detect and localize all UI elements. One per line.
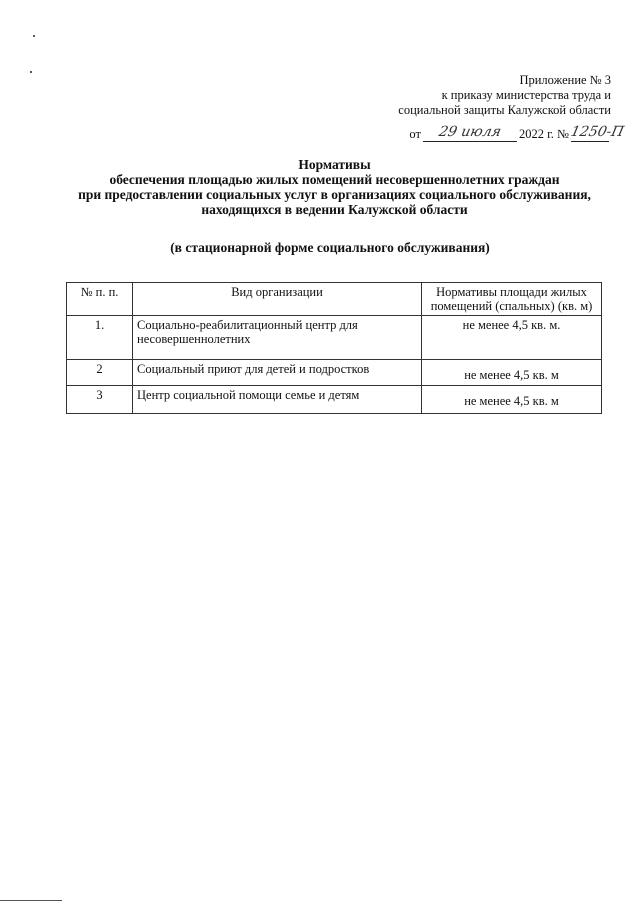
cell-number: 2 xyxy=(67,360,133,386)
cell-number: 3 xyxy=(67,386,133,414)
header-cell-organization: Вид организации xyxy=(133,283,422,316)
title-line: Нормативы xyxy=(298,157,371,172)
document-title xyxy=(40,157,629,217)
order-year-text: 2022 г. № xyxy=(518,127,569,141)
cell-norm: не менее 4,5 кв. м xyxy=(422,386,602,414)
order-number-handwritten: 1250-П xyxy=(569,124,626,140)
order-reference xyxy=(409,124,626,142)
order-number-blank xyxy=(569,124,626,142)
annex-line: к приказу министерства труда и xyxy=(441,88,611,102)
header-cell-norm: Нормативы площади жилых помещений (спальных) (кв. м) xyxy=(422,283,602,316)
title-line: находящихся в ведении Калужской области xyxy=(201,202,468,217)
title-line: обеспечения площадью жилых помещений несовершеннолетних граждан xyxy=(109,172,560,187)
table-row xyxy=(67,360,602,386)
scan-speck xyxy=(33,35,35,37)
table-header-row xyxy=(67,283,602,316)
cell-organization: Социально-реабилитационный центр для несовершеннолетних xyxy=(133,316,422,360)
annex-line: Приложение № 3 xyxy=(519,73,611,87)
cell-number: 1. xyxy=(67,316,133,360)
annex-block xyxy=(398,73,611,118)
annex-line: социальной защиты Калужской области xyxy=(398,103,611,117)
header-cell-number: № п. п. xyxy=(67,283,133,316)
cell-organization: Социальный приют для детей и подростков xyxy=(133,360,422,386)
order-prefix: от xyxy=(409,127,421,141)
title-line: при предоставлении социальных услуг в организациях социального обслуживания, xyxy=(78,187,591,202)
order-date-blank xyxy=(423,126,517,142)
table-row xyxy=(67,316,602,360)
cell-norm: не менее 4,5 кв. м xyxy=(422,360,602,386)
document-subtitle: (в стационарной форме социального обслуживания) xyxy=(170,240,490,255)
order-date-handwritten: 29 июля xyxy=(437,124,503,140)
footer-rule xyxy=(0,900,62,901)
cell-organization: Центр социальной помощи семье и детям xyxy=(133,386,422,414)
norms-table xyxy=(66,282,602,414)
table-row xyxy=(67,386,602,414)
scan-speck xyxy=(30,71,32,73)
cell-norm: не менее 4,5 кв. м. xyxy=(422,316,602,360)
